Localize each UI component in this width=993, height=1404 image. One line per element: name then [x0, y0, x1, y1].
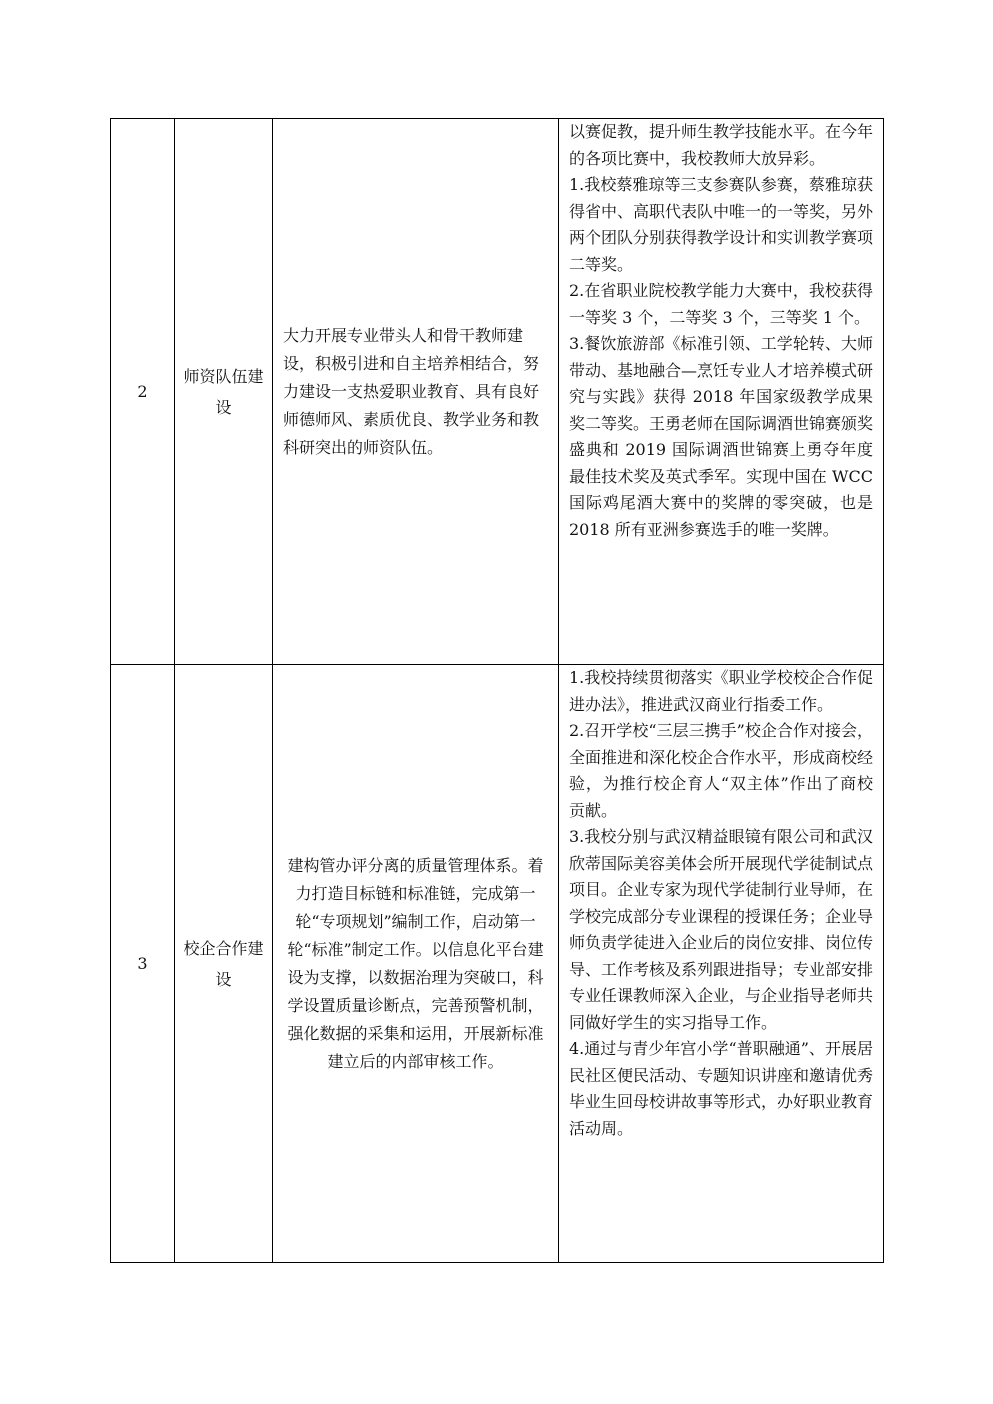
item-result — [559, 665, 884, 1263]
result-paragraph: 2.在省职业院校教学能力大赛中，我校获得一等奖 3 个，二等奖 3 个，三等奖 1 个。 — [569, 281, 873, 327]
item-goal: 建构管办评分离的质量管理体系。着力打造目标链和标准链，完成第一轮“专项规划”编制工作，启动第一轮“标准”制定工作。以信息化平台建设为支撑，以数据治理为突破口，科学设置质量诊断点，完善预警机制，强化数据的采集和运用，开展新标准建立后的内部审核工作。 — [273, 665, 559, 1263]
table-row — [111, 119, 884, 665]
content-table — [110, 118, 884, 1263]
item-name: 师资队伍建设 — [175, 119, 273, 665]
result-paragraph: 1.我校持续贯彻落实《职业学校校企合作促进办法》，推进武汉商业行指委工作。 — [569, 668, 873, 714]
item-name: 校企合作建设 — [175, 665, 273, 1263]
result-paragraph: 4.通过与青少年宫小学“普职融通”、开展居民社区便民活动、专题知识讲座和邀请优秀毕业生回母校讲故事等形式，办好职业教育活动周。 — [569, 1039, 874, 1138]
row-number: 2 — [111, 119, 175, 665]
result-paragraph: 2.召开学校“三层三携手”校企合作对接会，全面推进和深化校企合作水平，形成商校经验，为推行校企育人“双主体”作出了商校贡献。 — [569, 721, 874, 820]
result-paragraph: 3.餐饮旅游部《标准引领、工学轮转、大师带动、基地融合—烹饪专业人才培养模式研究与实践》获得 2018 年国家级教学成果奖二等奖。王勇老师在国际调酒世锦赛颁奖盛典和 2019 国际调酒世锦赛上勇夺年度最佳技术奖及英式季军。实现中国在 WCC 国际鸡尾酒大赛中的奖牌的零突破，也是 2018 所有亚洲参赛选手的唯一奖牌。 — [569, 334, 874, 539]
item-goal: 大力开展专业带头人和骨干教师建设，积极引进和自主培养相结合，努力建设一支热爱职业教育、具有良好师德师风、素质优良、教学业务和教科研突出的师资队伍。 — [273, 119, 559, 665]
table-row — [111, 665, 884, 1263]
result-paragraph: 1.我校蔡雅琼等三支参赛队参赛，蔡雅琼获得省中、高职代表队中唯一的一等奖，另外两个团队分别获得教学设计和实训教学赛项二等奖。 — [569, 175, 874, 274]
result-paragraph: 3.我校分别与武汉精益眼镜有限公司和武汉欣蒂国际美容美体会所开展现代学徒制试点项目。企业专家为现代学徒制行业导师，在学校完成部分专业课程的授课任务；企业导师负责学徒进入企业后的岗位安排、岗位传导、工作考核及系列跟进指导；专业部安排专业任课教师深入企业，与企业指导老师共同做好学生的实习指导工作。 — [569, 827, 874, 1032]
row-number: 3 — [111, 665, 175, 1263]
item-result — [559, 119, 884, 665]
result-paragraph: 以赛促教，提升师生教学技能水平。在今年的各项比赛中，我校教师大放异彩。 — [569, 122, 874, 168]
